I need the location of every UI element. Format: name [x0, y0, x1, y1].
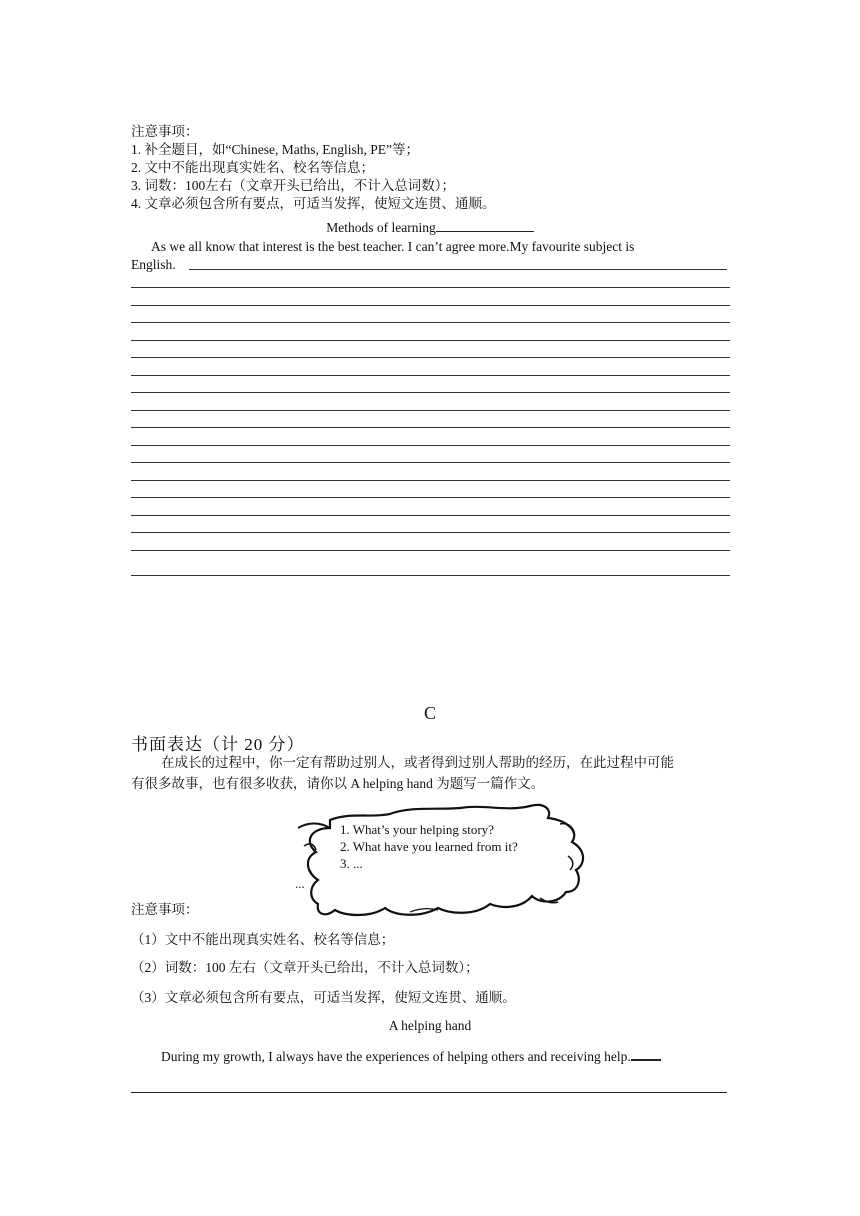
- note-item: （3）文章必须包含所有要点，可适当发挥，使短文连贯、通顺。: [131, 990, 516, 1005]
- note-item: （1）文中不能出现真实姓名、校名等信息；: [131, 932, 395, 947]
- section-heading: 书面表达（计 20 分）: [131, 735, 305, 754]
- answer-line[interactable]: [131, 375, 730, 376]
- essay-title-b: [0, 219, 860, 236]
- note-item: 3. 词数：100左右（文章开头已给出，不计入总词数）；: [131, 178, 455, 193]
- answer-line[interactable]: [131, 550, 730, 551]
- opening-text-c: During my growth, I always have the experiences of helping others and receiving help.: [161, 1049, 631, 1064]
- section-letter: C: [423, 703, 436, 723]
- answer-line[interactable]: [131, 532, 730, 533]
- essay-title-c: A helping hand: [388, 1018, 472, 1033]
- opening-line-1: [131, 238, 730, 256]
- bubble-item: 1. What’s your helping story?: [340, 822, 494, 837]
- answer-line[interactable]: [131, 515, 730, 516]
- note-item: 4. 文章必须包含所有要点，可适当发挥，使短文连贯、通顺。: [131, 196, 496, 211]
- note-item: 2. 文中不能出现真实姓名、校名等信息；: [131, 160, 374, 175]
- answer-line[interactable]: [131, 1092, 727, 1093]
- bubble-item: 2. What have you learned from it?: [340, 839, 518, 854]
- essay-title-text: Methods of learning: [326, 220, 436, 235]
- answer-line[interactable]: [131, 427, 730, 428]
- answer-line[interactable]: [131, 340, 730, 341]
- opening-line-c: [161, 1047, 661, 1066]
- answer-line[interactable]: [189, 269, 727, 270]
- opening-text-1: As we all know that interest is the best teacher. I can’t agree more.My favourite subject is: [151, 239, 635, 254]
- answer-line[interactable]: [131, 357, 730, 358]
- opening-text-2: English.: [131, 257, 176, 272]
- note-item: （2）词数：100 左右（文章开头已给出，不计入总词数）；: [131, 960, 479, 975]
- bubble-item: 3. ...: [340, 856, 363, 871]
- answer-line[interactable]: [131, 462, 730, 463]
- intro-line-1: 在成长的过程中，你一定有帮助过别人，或者得到过别人帮助的经历，在此过程中可能: [161, 755, 674, 770]
- answer-line[interactable]: [131, 410, 730, 411]
- title-blank[interactable]: [436, 219, 534, 232]
- answer-line[interactable]: [131, 575, 730, 576]
- answer-line[interactable]: [131, 392, 730, 393]
- answer-line[interactable]: [131, 445, 730, 446]
- speech-bubble: [290, 800, 590, 925]
- notes-title: 注意事项：: [131, 902, 199, 917]
- bubble-ellipsis: ...: [295, 876, 305, 891]
- notes-title: 注意事项：: [131, 124, 199, 139]
- answer-blank[interactable]: [631, 1047, 661, 1061]
- intro-line-2: 有很多故事，也有很多收获，请你以 A helping hand 为题写一篇作文。: [131, 776, 545, 791]
- answer-line[interactable]: [131, 480, 730, 481]
- answer-line[interactable]: [131, 287, 730, 288]
- answer-line[interactable]: [131, 305, 730, 306]
- note-item: 1. 补全题目，如“Chinese, Maths, English, PE”等；: [131, 142, 419, 157]
- answer-line[interactable]: [131, 322, 730, 323]
- answer-line[interactable]: [131, 497, 730, 498]
- opening-line-2: [131, 256, 176, 274]
